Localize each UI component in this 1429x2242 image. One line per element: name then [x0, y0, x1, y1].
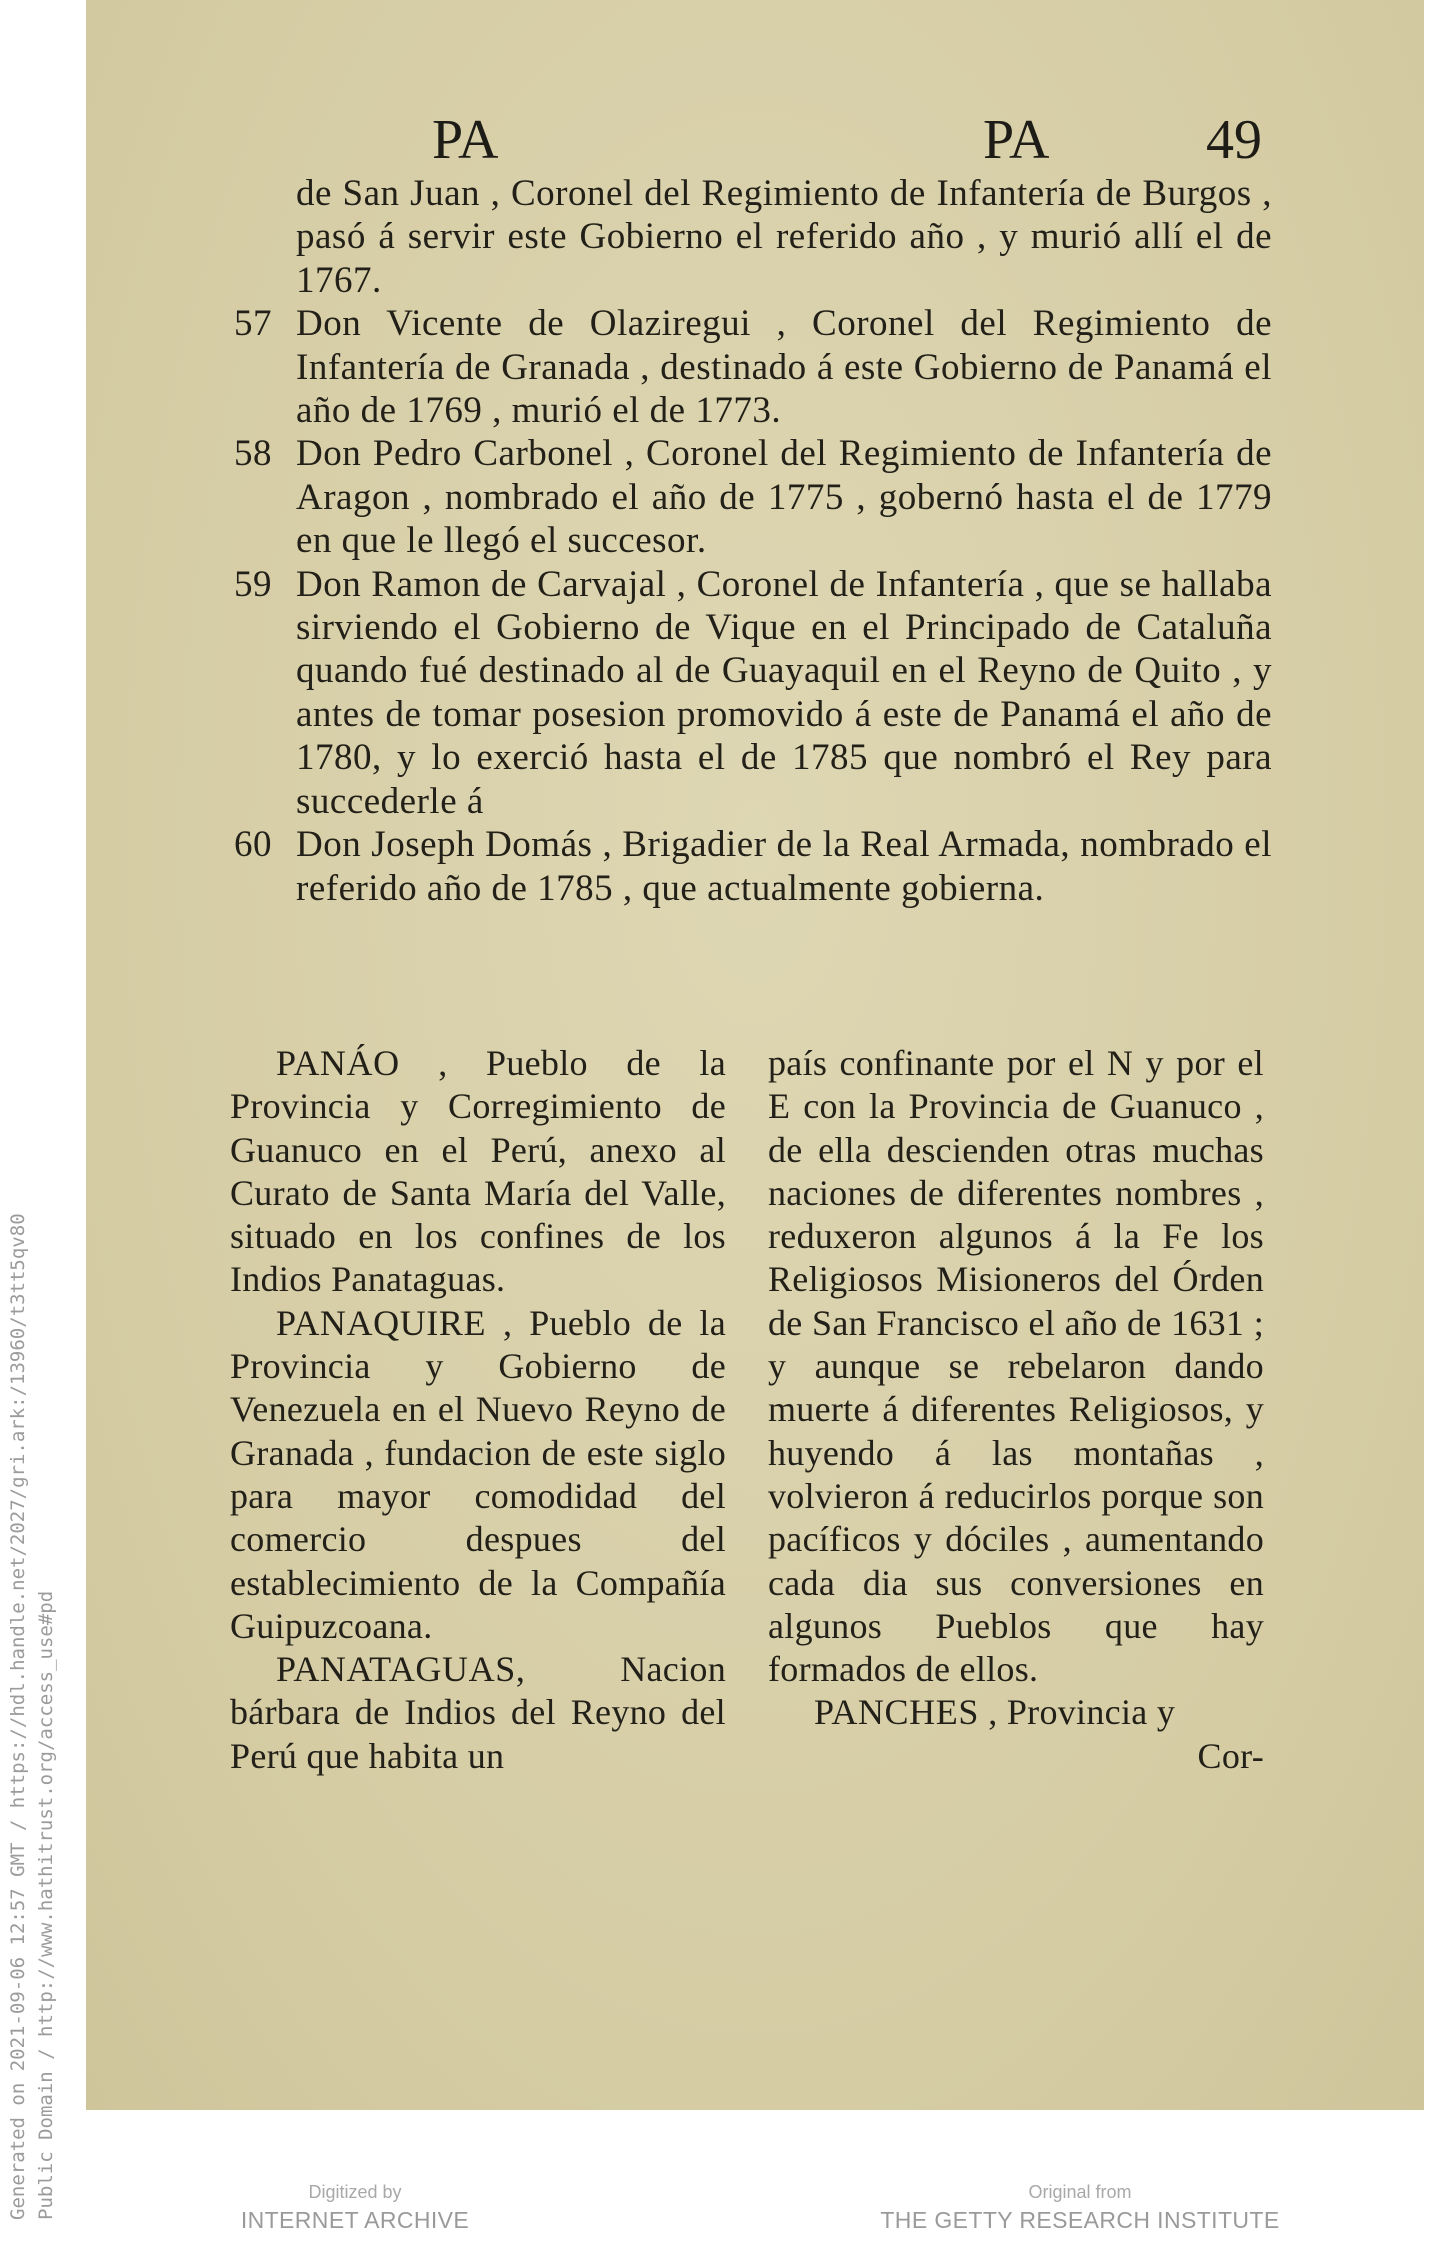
entry-60 — [234, 823, 1272, 910]
entry-headword: PANAQUIRE — [276, 1302, 487, 1343]
entry-number: 57 — [234, 303, 272, 345]
running-head-center: PA — [983, 109, 1050, 171]
entry-text: Don Pedro Carbonel , Coronel del Regimiento de Infantería de Aragon , nombrado el año de 1775 , gobernó hasta el de 1779 en que le llegó el succesor. — [296, 433, 1272, 562]
entry-body: , Provincia y — [988, 1692, 1176, 1733]
digitized-by-label: Digitized by — [308, 2182, 402, 2202]
entry-continuation-panataguas: país confinante por el N y por el E con la Provincia de Guanuco , de ella descienden otras muchas naciones de diferentes nombres , reduxeron algunos á la Fe los Religiosos Misioneros del Órden de San Francisco el año de 1631 ; y aunque se rebelaron dando muerte á diferentes Religiosos, y huyendo á las montañas , volvieron á reducirlos porque son pacíficos y dóciles , aumentando cada dia sus conversiones en algunos Pueblos que hay formados de ellos. — [768, 1043, 1264, 1690]
entry-text: Don Vicente de Olaziregui , Coronel del Regimiento de Infantería de Granada , destinado á este Gobierno de Panamá el año de 1769 , murió el de 1773. — [296, 303, 1272, 432]
entry-body: Nacion bárbara de Indios del Reyno del Perú que habita un — [230, 1649, 726, 1776]
internet-archive-logo: INTERNET ARCHIVE — [240, 2207, 470, 2233]
entry-headword: PANCHES — [814, 1692, 979, 1733]
dictionary-entry-panataguas — [230, 1648, 726, 1778]
hathitrust-stamp — [4, 1100, 68, 2220]
entry-number: 59 — [234, 563, 272, 605]
entry-body: , Pueblo de la Provincia y Corregimiento de Guanuco en el Perú, anexo al Curato de Santa María del Valle, situado en los confines de los Indios Panataguas. — [230, 1043, 726, 1300]
stamp-line-generated: Generated on 2021-09-06 12:57 GMT / https://hdl.handle.net/2027/gri.ark:/13960/t3tt5qv80 — [7, 1213, 29, 2220]
dictionary-entry-panao — [230, 1042, 726, 1302]
entry-text: Don Ramon de Carvajal , Coronel de Infantería , que se hallaba sirviendo el Gobierno de Vique en el Principado de Cataluña quando fué destinado al de Guayaquil en el Reyno de Quito , y antes de tomar posesion promovido á este de Panamá el año de 1780, y lo exerció hasta el de 1785 que nombró el Rey para succederle á — [296, 563, 1272, 822]
dictionary-entry-panches — [768, 1691, 1264, 1734]
right-column — [768, 1042, 1264, 1778]
catchword: Cor- — [1197, 1735, 1264, 1776]
dictionary-entry-panaquire — [230, 1302, 726, 1648]
entry-57 — [234, 302, 1272, 432]
entry-headword: PANATAGUAS, — [276, 1649, 526, 1690]
entry-59 — [234, 563, 1272, 823]
entry-text: de San Juan , Coronel del Regimiento de Infantería de Burgos , pasó á servir este Gobierno el referido año , y murió allí el de 1767. — [296, 173, 1272, 301]
running-head-left: PA — [432, 109, 499, 171]
left-column — [230, 1042, 726, 1778]
entry-body: , Pueblo de la Provincia y Gobierno de Venezuela en el Nuevo Reyno de Granada , fundacion de este siglo para mayor comodidad del comercio despues del establecimiento de la Compañía Guipuzcoana. — [230, 1302, 726, 1646]
entry-number: 58 — [234, 433, 272, 475]
entry-58 — [234, 432, 1272, 562]
original-from-label: Original from — [1028, 2182, 1132, 2202]
entry-headword: PANÁO — [276, 1043, 400, 1083]
governors-list — [234, 172, 1272, 910]
entry-number: 60 — [234, 824, 272, 866]
stamp-line-license: Public Domain / http://www.hathitrust.org/access_use#pd — [35, 1590, 57, 2220]
entry-continuation — [296, 172, 1272, 302]
page-number: 49 — [1206, 109, 1262, 171]
entry-text: Don Joseph Domás , Brigadier de la Real Armada, nombrado el referido año de 1785 , que actualmente gobierna. — [296, 824, 1272, 909]
getty-institute-logo: THE GETTY RESEARCH INSTITUTE — [880, 2207, 1280, 2233]
